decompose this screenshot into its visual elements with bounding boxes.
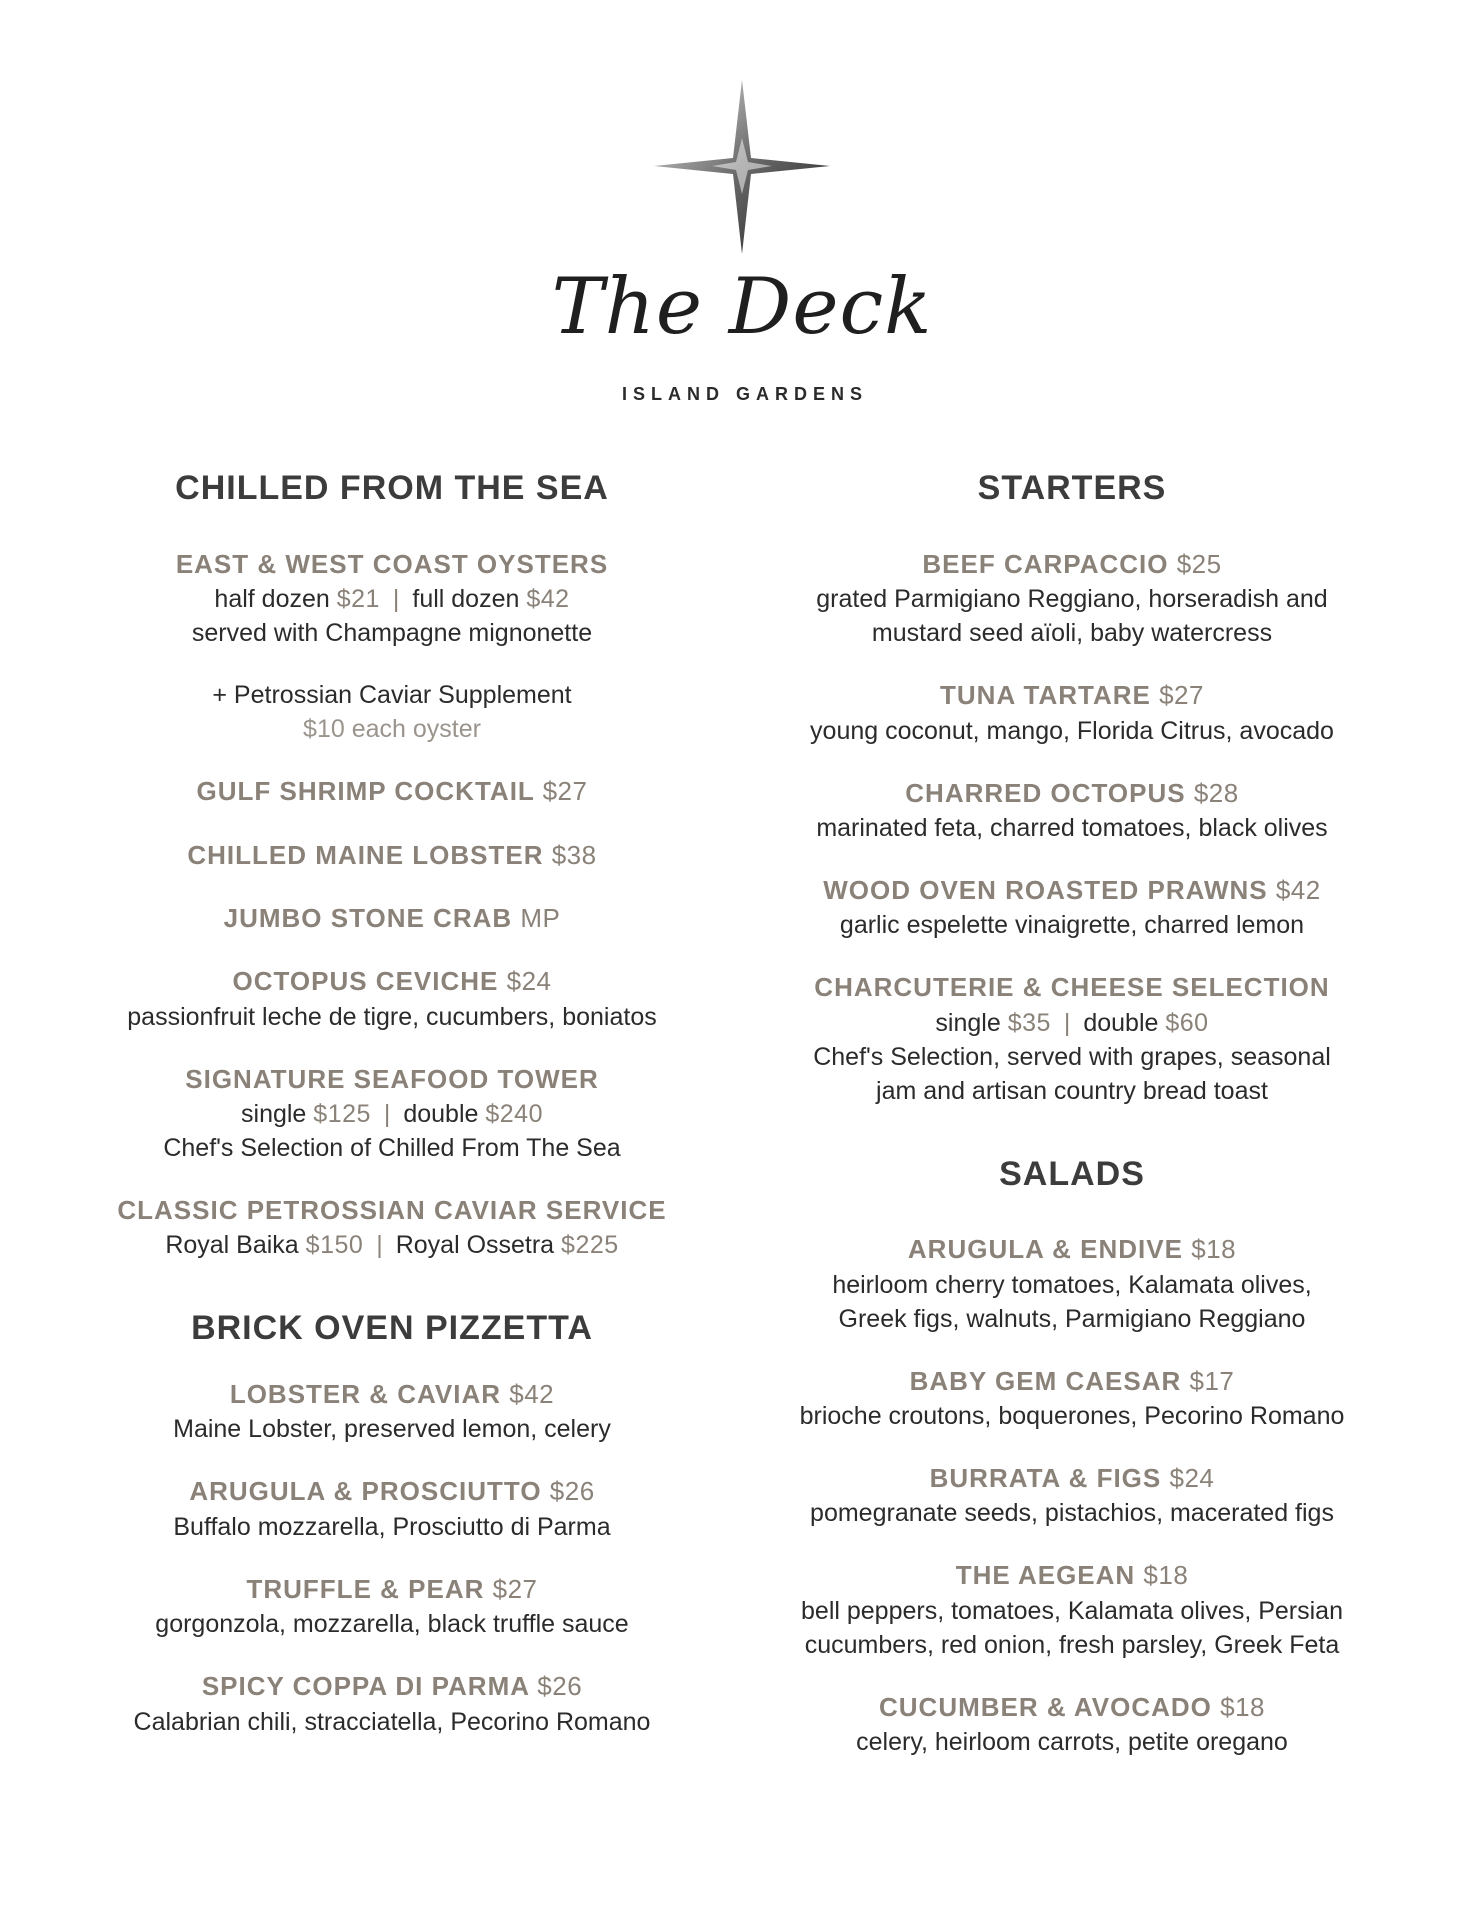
item-title: WOOD OVEN ROASTED PRAWNS <box>823 874 1268 905</box>
item-price: $18 <box>1143 1560 1189 1591</box>
supplement-price: $10 each oyster <box>303 715 481 744</box>
option-label: Royal Ossetra <box>395 1231 555 1260</box>
item-price: $225 <box>561 1231 619 1260</box>
option-label: half dozen <box>214 585 330 614</box>
menu-item <box>752 970 1392 1107</box>
item-title: TUNA TARTARE <box>940 680 1151 711</box>
section-chilled <box>72 468 712 1262</box>
right-column <box>752 468 1392 1789</box>
menu-item <box>72 1474 712 1543</box>
price-options <box>72 1097 712 1131</box>
item-description: Chef's Selection of Chilled From The Sea <box>163 1133 621 1162</box>
menu-item <box>72 838 712 873</box>
option-label: single <box>241 1099 307 1128</box>
section-title: STARTERS <box>977 469 1167 507</box>
item-description: pomegranate seeds, pistachios, macerated figs <box>810 1499 1334 1528</box>
four-point-star-icon <box>652 78 832 258</box>
item-description: cucumbers, red onion, fresh parsley, Greek Feta <box>804 1630 1340 1659</box>
price-options <box>72 582 712 616</box>
item-title: CHARCUTERIE & CHEESE SELECTION <box>814 972 1330 1003</box>
item-title: ARUGULA & PROSCIUTTO <box>189 1476 542 1507</box>
separator: | <box>392 585 400 614</box>
menu-item <box>752 1364 1392 1433</box>
separator: | <box>1063 1008 1071 1037</box>
item-description: garlic espelette vinaigrette, charred lemon <box>839 911 1305 940</box>
option-label: double <box>1083 1008 1159 1037</box>
item-title: CHARRED OCTOPUS <box>905 777 1186 808</box>
item-description: mustard seed aïoli, baby watercress <box>871 619 1273 648</box>
menu-item <box>752 1232 1392 1335</box>
item-price: $18 <box>1191 1234 1237 1265</box>
option-label: double <box>403 1099 479 1128</box>
item-description: served with Champagne mignonette <box>191 619 593 648</box>
item-title: CHILLED MAINE LOBSTER <box>187 839 544 870</box>
item-price: $25 <box>1176 548 1222 579</box>
menu-item <box>72 774 712 809</box>
item-description: Buffalo mozzarella, Prosciutto di Parma <box>173 1512 611 1541</box>
price-options <box>72 1228 712 1262</box>
menu-item <box>752 873 1392 942</box>
item-title: SPICY COPPA DI PARMA <box>201 1671 530 1702</box>
section-title: BRICK OVEN PIZZETTA <box>191 1309 593 1348</box>
menu-item <box>72 964 712 1033</box>
section-pizzetta <box>72 1308 712 1738</box>
item-price: $24 <box>1169 1463 1215 1494</box>
item-title: CUCUMBER & AVOCADO <box>878 1691 1212 1722</box>
item-title: GULF SHRIMP COCKTAIL <box>196 776 535 807</box>
item-title: TRUFFLE & PEAR <box>246 1573 485 1604</box>
menu-item <box>72 1377 712 1446</box>
item-description: Chef's Selection, served with grapes, seasonal <box>813 1042 1331 1071</box>
item-price: $35 <box>1007 1008 1051 1037</box>
item-title: EAST & WEST COAST OYSTERS <box>175 548 609 579</box>
menu-item <box>752 776 1392 845</box>
item-description: heirloom cherry tomatoes, Kalamata olives, <box>832 1270 1312 1299</box>
item-title: ARUGULA & ENDIVE <box>907 1234 1183 1265</box>
menu-item <box>752 547 1392 650</box>
item-title: THE AEGEAN <box>955 1560 1136 1591</box>
item-price: $125 <box>313 1099 371 1128</box>
item-title: SIGNATURE SEAFOOD TOWER <box>185 1063 599 1094</box>
brand-logo <box>0 0 1484 420</box>
left-column <box>72 468 712 1769</box>
item-price: MP <box>520 902 561 933</box>
item-price: $18 <box>1220 1691 1265 1722</box>
item-price: $42 <box>1275 874 1321 905</box>
menu-item <box>72 901 712 936</box>
section-salads <box>752 1154 1392 1760</box>
item-title: CLASSIC PETROSSIAN CAVIAR SERVICE <box>117 1194 667 1225</box>
item-price: $60 <box>1165 1008 1209 1037</box>
item-title: BURRATA & FIGS <box>929 1463 1162 1494</box>
separator: | <box>376 1231 383 1260</box>
menu-item <box>752 1690 1392 1759</box>
item-description: Maine Lobster, preserved lemon, celery <box>173 1415 611 1444</box>
item-description: young coconut, mango, Florida Citrus, avocado <box>810 716 1334 745</box>
supplement-label: + Petrossian Caviar Supplement <box>212 681 572 710</box>
item-price: $27 <box>542 776 588 807</box>
menu-item <box>752 678 1392 747</box>
brand-subtitle: ISLAND GARDENS <box>621 384 868 404</box>
item-price: $24 <box>506 966 552 997</box>
option-label: Royal Baika <box>165 1231 299 1260</box>
item-description: celery, heirloom carrots, petite oregano <box>856 1728 1288 1757</box>
menu-item <box>72 1062 712 1165</box>
item-price: $240 <box>485 1099 543 1128</box>
item-description: jam and artisan country bread toast <box>876 1076 1268 1105</box>
item-price: $21 <box>336 585 380 614</box>
item-description: Calabrian chili, stracciatella, Pecorino Romano <box>133 1707 651 1736</box>
item-price: $28 <box>1193 777 1239 808</box>
item-title: BABY GEM CAESAR <box>909 1365 1182 1396</box>
menu-item <box>72 1669 712 1738</box>
brand-name: The Deck <box>551 262 933 352</box>
option-label: single <box>935 1008 1001 1037</box>
menu-item <box>72 1193 712 1262</box>
item-description: passionfruit leche de tigre, cucumbers, boniatos <box>127 1002 657 1031</box>
item-price: $42 <box>509 1379 555 1410</box>
menu-item <box>72 547 712 746</box>
item-description: brioche croutons, boquerones, Pecorino Romano <box>799 1402 1345 1431</box>
item-price: $150 <box>305 1231 364 1260</box>
menu-item <box>72 1572 712 1641</box>
item-price: $42 <box>526 585 570 614</box>
section-title: SALADS <box>999 1154 1145 1193</box>
section-starters <box>752 468 1392 1108</box>
item-price: $26 <box>549 1476 595 1507</box>
item-price: $27 <box>1159 680 1204 711</box>
item-price: $17 <box>1189 1365 1235 1396</box>
item-price: $26 <box>537 1671 583 1702</box>
menu-item <box>752 1558 1392 1661</box>
price-options <box>752 1006 1392 1040</box>
item-price: $38 <box>551 839 597 870</box>
item-description: grated Parmigiano Reggiano, horseradish and <box>816 585 1328 614</box>
option-label: full dozen <box>412 585 520 614</box>
item-description: Greek figs, walnuts, Parmigiano Reggiano <box>838 1304 1306 1333</box>
item-title: JUMBO STONE CRAB <box>223 902 513 933</box>
item-title: OCTOPUS CEVICHE <box>232 966 499 997</box>
item-price: $27 <box>492 1573 538 1604</box>
item-description: bell peppers, tomatoes, Kalamata olives, Persian <box>801 1596 1343 1625</box>
item-title: BEEF CARPACCIO <box>922 548 1169 579</box>
separator: | <box>383 1099 391 1128</box>
item-title: LOBSTER & CAVIAR <box>229 1379 502 1410</box>
item-description: marinated feta, charred tomatoes, black olives <box>816 813 1328 842</box>
item-description: gorgonzola, mozzarella, black truffle sauce <box>155 1610 629 1639</box>
section-title: CHILLED FROM THE SEA <box>175 469 609 507</box>
menu-item <box>752 1461 1392 1530</box>
